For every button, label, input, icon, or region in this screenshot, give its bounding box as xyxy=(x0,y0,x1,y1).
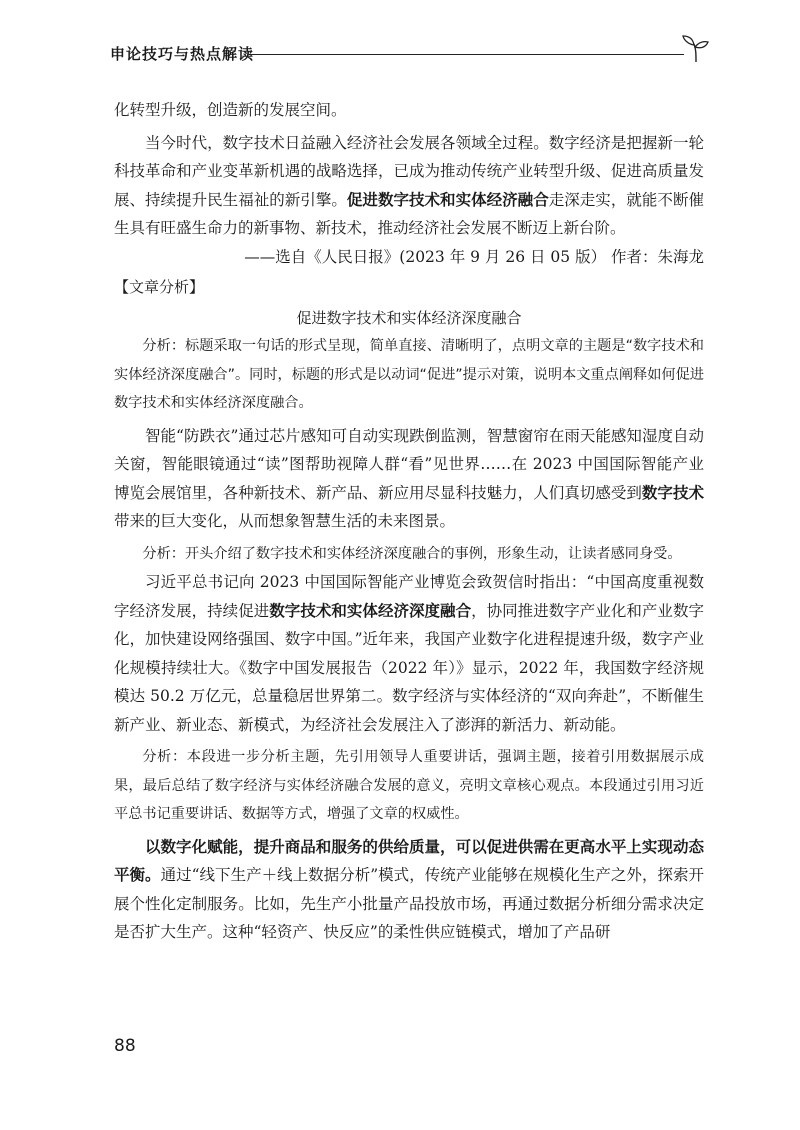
text-run: 当今时代，数字技术日益融入经济社会发展各领域全过程。数字经济是把握新一轮科技革命和产业变革新机遇的战略选择，已成为推动传统产业转型升级、促进高质量发展、持续提升民生福祉的新引擎。 xyxy=(114,133,704,209)
analysis-note: 分析：开头介绍了数字技术和实体经济深度融合的事例，形象生动，让读者感同身受。 xyxy=(142,545,682,562)
running-header xyxy=(110,34,710,74)
body-text xyxy=(114,96,704,947)
text-run: 习近平总书记向 2023 中国国际智能产业博览会致贺信时指出：“中国高度重视数字经济发展，持续促进 xyxy=(114,573,704,620)
section-label: 【文章分析】 xyxy=(114,278,205,296)
bold-phrase: 数字技术 xyxy=(641,482,704,502)
header-rule xyxy=(248,54,684,55)
text-run: ，协同推进数字产业化和产业数字化，加快建设网络强国、数字中国。”近年来，我国产业数字化进程提速升级，数字产业化规模持续壮大。《数字中国发展报告（2022 年）》显示，2022 年，我国数字经济规模达 50.2 万亿元，总量稳居世界第二。数字经济与实体经济的“双向奔赴”，不断催生新产业、新业态、新模式，为经济社会发展注入了澎湃的新活力、新动能。 xyxy=(114,601,704,734)
paragraph xyxy=(114,568,704,739)
text-run: 智能“防跌衣”通过芯片感知可自动实现跌倒监测，智慧窗帘在雨天能感知湿度自动关窗，智能眼镜通过“读”图帮助视障人群“看”见世界……在 2023 中国国际智能产业博览会展馆里，各种新技术、新产品、新应用尽显科技魅力，人们真切感受到 xyxy=(114,426,704,502)
analysis-note: 分析：标题采取一句话的形式呈现，简单直接、清晰明了，点明文章的主题是“数字技术和实体经济深度融合”。同时，标题的形式是以动词“促进”提示对策，说明本文重点阐释如何促进数字技术和实体经济深度融合。 xyxy=(114,338,704,411)
text-run: 通过“线下生产＋线上数据分析”模式，传统产业能够在规模化生产之外，探索开展个性化定制服务。比如，先生产小批量产品投放市场，再通过数据分析细分需求决定是否扩大生产。这种“轻资产、快反应”的柔性供应链模式，增加了产品研 xyxy=(114,866,704,941)
paragraph xyxy=(114,833,704,947)
paragraph: 化转型升级，创造新的发展空间。 xyxy=(114,101,347,119)
bold-phrase: 数字技术和实体经济深度融合 xyxy=(269,600,472,620)
header-title: 申论技巧与热点解读 xyxy=(110,45,255,63)
paragraph xyxy=(114,129,704,243)
text-run: 带来的巨大变化，从而想象智慧生活的未来图景。 xyxy=(114,512,456,530)
analysis-note: 分析：本段进一步分析主题，先引用领导人重要讲话，强调主题，接着引用数据展示成果，最后总结了数字经济与实体经济融合发展的意义，亮明文章核心观点。本段通过引用习近平总书记重要讲话、数据等方式，增强了文章的权威性。 xyxy=(114,749,704,822)
sprout-icon xyxy=(680,34,710,64)
bold-phrase: 促进数字技术和实体经济融合 xyxy=(346,189,549,209)
article-title: 促进数字技术和实体经济深度融合 xyxy=(296,308,522,327)
page-number: 88 xyxy=(114,1036,136,1056)
text-run: 走深走实，就能不断催生具有旺盛生命力的新事物、新技术，推动经济社会发展不断迈上新台阶。 xyxy=(114,190,704,237)
source-citation: ——选自《人民日报》(2023 年 9 月 26 日 05 版） 作者：朱海龙 xyxy=(244,247,704,266)
bold-phrase: 以数字化赋能，提升商品和服务的供给质量，可以促进供需在更高水平上实现动态平衡。 xyxy=(114,836,704,884)
paragraph xyxy=(114,422,704,536)
